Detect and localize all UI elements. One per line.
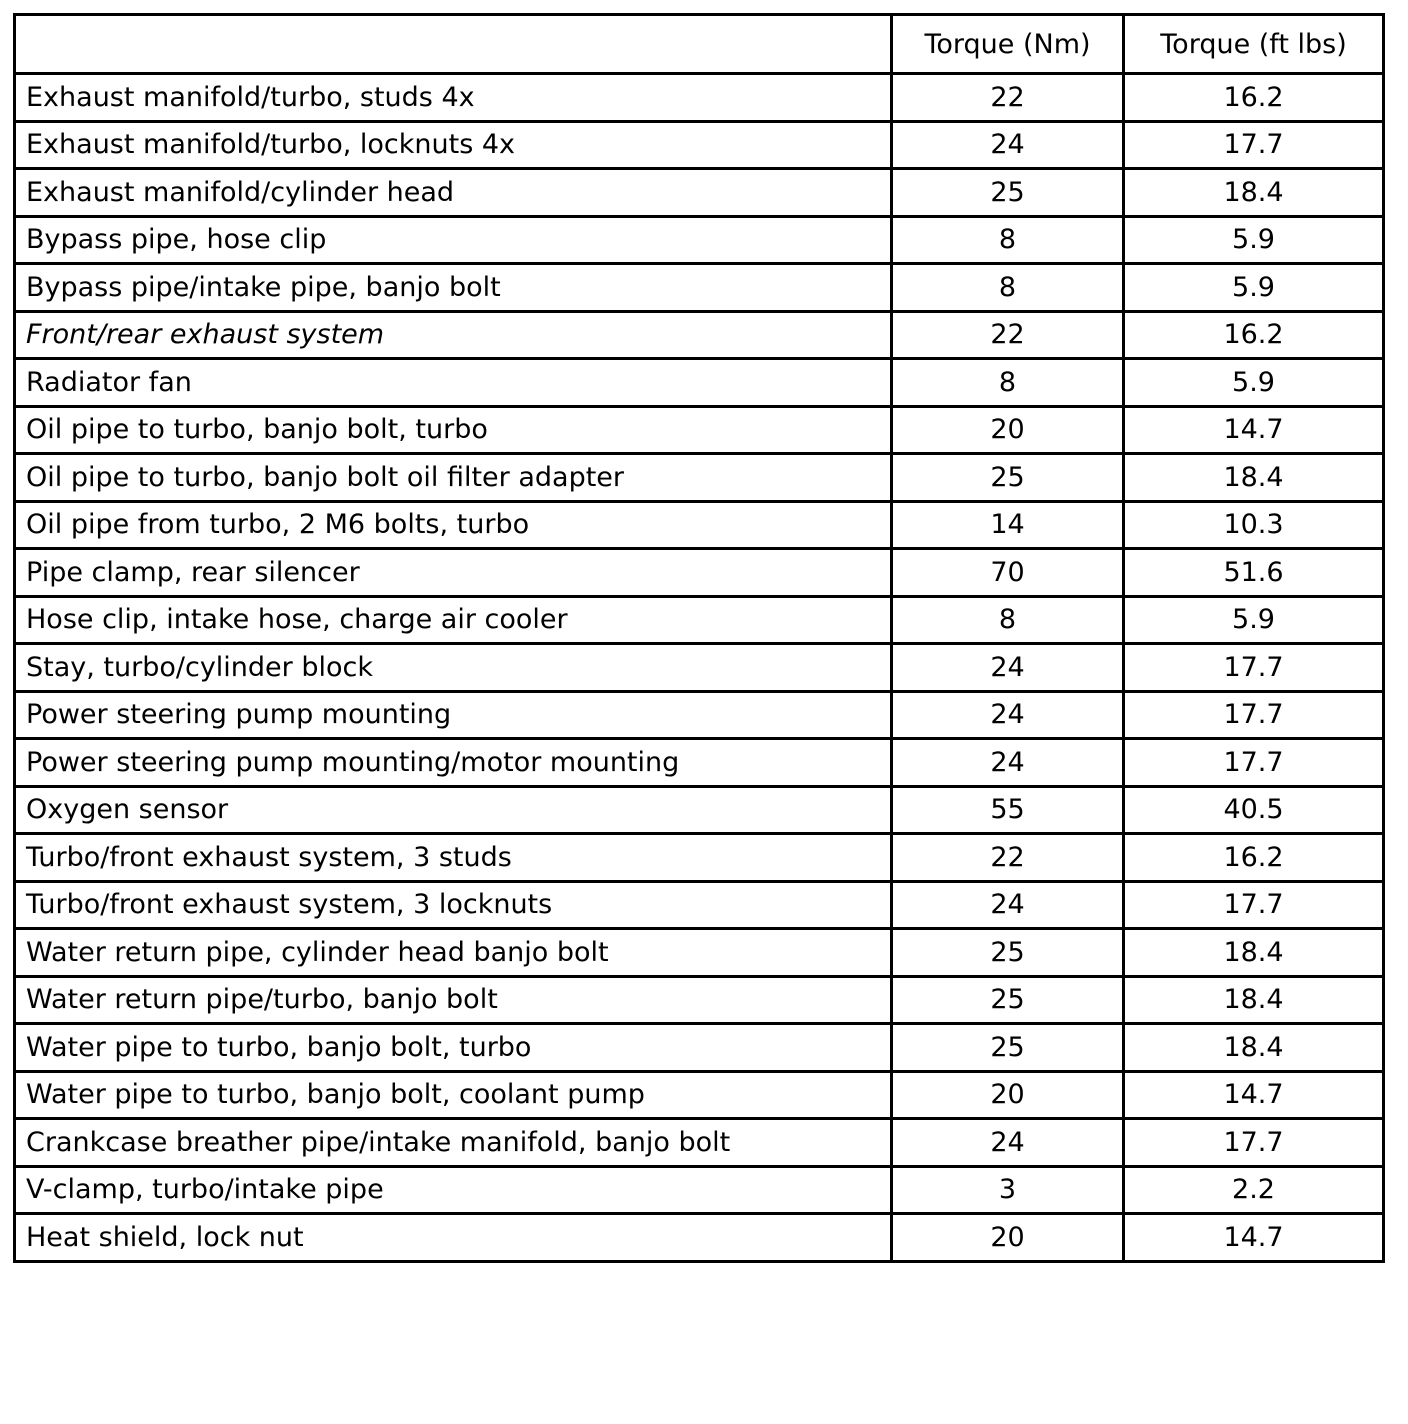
row-torque-nm: 55: [892, 786, 1124, 834]
table-row: [15, 549, 1384, 597]
row-torque-ftlbs: 14.7: [1124, 1214, 1384, 1262]
row-torque-ftlbs: 16.2: [1124, 74, 1384, 122]
row-torque-nm: 8: [892, 596, 1124, 644]
row-torque-ftlbs: 17.7: [1124, 121, 1384, 169]
row-torque-nm: 8: [892, 264, 1124, 312]
row-torque-nm: 24: [892, 881, 1124, 929]
row-torque-nm: 3: [892, 1166, 1124, 1214]
table-row: [15, 1119, 1384, 1167]
row-item: Oil pipe from turbo, 2 M6 bolts, turbo: [15, 501, 892, 549]
table-row: [15, 1214, 1384, 1262]
table-row: [15, 691, 1384, 739]
row-torque-nm: 24: [892, 739, 1124, 787]
row-item: Water pipe to turbo, banjo bolt, turbo: [15, 1024, 892, 1072]
row-torque-ftlbs: 16.2: [1124, 311, 1384, 359]
row-torque-ftlbs: 5.9: [1124, 359, 1384, 407]
table-header-row: [15, 15, 1384, 74]
table-row: [15, 311, 1384, 359]
row-torque-ftlbs: 17.7: [1124, 1119, 1384, 1167]
row-item: V-clamp, turbo/intake pipe: [15, 1166, 892, 1214]
table-row: [15, 834, 1384, 882]
row-torque-nm: 8: [892, 216, 1124, 264]
row-torque-nm: 20: [892, 1071, 1124, 1119]
table-row: [15, 644, 1384, 692]
header-item: [15, 15, 892, 74]
row-torque-ftlbs: 5.9: [1124, 216, 1384, 264]
table-row: [15, 216, 1384, 264]
row-torque-nm: 25: [892, 929, 1124, 977]
row-item: Oxygen sensor: [15, 786, 892, 834]
row-item: Pipe clamp, rear silencer: [15, 549, 892, 597]
row-item: Hose clip, intake hose, charge air cooler: [15, 596, 892, 644]
row-torque-ftlbs: 14.7: [1124, 1071, 1384, 1119]
row-torque-nm: 25: [892, 976, 1124, 1024]
row-item: Front/rear exhaust system: [15, 311, 892, 359]
row-item: Oil pipe to turbo, banjo bolt oil filter adapter: [15, 454, 892, 502]
row-torque-ftlbs: 18.4: [1124, 454, 1384, 502]
row-torque-nm: 24: [892, 1119, 1124, 1167]
table-row: [15, 596, 1384, 644]
table-row: [15, 1071, 1384, 1119]
table-row: [15, 454, 1384, 502]
torque-specification-table: [13, 13, 1385, 1263]
row-torque-nm: 22: [892, 74, 1124, 122]
row-torque-ftlbs: 18.4: [1124, 929, 1384, 977]
row-item: Bypass pipe, hose clip: [15, 216, 892, 264]
row-item: Exhaust manifold/turbo, locknuts 4x: [15, 121, 892, 169]
row-item: Oil pipe to turbo, banjo bolt, turbo: [15, 406, 892, 454]
row-torque-nm: 24: [892, 644, 1124, 692]
table-row: [15, 169, 1384, 217]
row-torque-nm: 22: [892, 834, 1124, 882]
header-torque-ftlbs: Torque (ft lbs): [1124, 15, 1384, 74]
row-torque-ftlbs: 14.7: [1124, 406, 1384, 454]
row-torque-ftlbs: 16.2: [1124, 834, 1384, 882]
row-torque-nm: 25: [892, 169, 1124, 217]
row-torque-nm: 20: [892, 1214, 1124, 1262]
row-item: Heat shield, lock nut: [15, 1214, 892, 1262]
table-row: [15, 881, 1384, 929]
row-torque-nm: 25: [892, 1024, 1124, 1072]
table-row: [15, 976, 1384, 1024]
row-item: Stay, turbo/cylinder block: [15, 644, 892, 692]
row-item: Power steering pump mounting/motor mounting: [15, 739, 892, 787]
table-row: [15, 1166, 1384, 1214]
row-torque-ftlbs: 18.4: [1124, 1024, 1384, 1072]
row-torque-ftlbs: 17.7: [1124, 881, 1384, 929]
row-torque-ftlbs: 2.2: [1124, 1166, 1384, 1214]
table-row: [15, 359, 1384, 407]
row-torque-ftlbs: 5.9: [1124, 596, 1384, 644]
row-torque-ftlbs: 40.5: [1124, 786, 1384, 834]
row-torque-ftlbs: 51.6: [1124, 549, 1384, 597]
row-item: Water return pipe/turbo, banjo bolt: [15, 976, 892, 1024]
table-row: [15, 406, 1384, 454]
row-torque-ftlbs: 10.3: [1124, 501, 1384, 549]
table-row: [15, 74, 1384, 122]
row-item: Water pipe to turbo, banjo bolt, coolant pump: [15, 1071, 892, 1119]
row-torque-ftlbs: 18.4: [1124, 169, 1384, 217]
row-torque-ftlbs: 17.7: [1124, 691, 1384, 739]
row-item: Turbo/front exhaust system, 3 locknuts: [15, 881, 892, 929]
row-torque-ftlbs: 17.7: [1124, 644, 1384, 692]
row-item: Radiator fan: [15, 359, 892, 407]
row-item: Bypass pipe/intake pipe, banjo bolt: [15, 264, 892, 312]
row-torque-ftlbs: 17.7: [1124, 739, 1384, 787]
row-torque-nm: 8: [892, 359, 1124, 407]
row-item: Exhaust manifold/turbo, studs 4x: [15, 74, 892, 122]
row-torque-nm: 14: [892, 501, 1124, 549]
row-item: Exhaust manifold/cylinder head: [15, 169, 892, 217]
table-row: [15, 929, 1384, 977]
row-item: Power steering pump mounting: [15, 691, 892, 739]
row-torque-nm: 25: [892, 454, 1124, 502]
row-item: Turbo/front exhaust system, 3 studs: [15, 834, 892, 882]
table-row: [15, 786, 1384, 834]
table-row: [15, 121, 1384, 169]
row-torque-nm: 24: [892, 691, 1124, 739]
row-torque-nm: 22: [892, 311, 1124, 359]
header-torque-nm: Torque (Nm): [892, 15, 1124, 74]
table-row: [15, 501, 1384, 549]
table-row: [15, 1024, 1384, 1072]
row-torque-ftlbs: 18.4: [1124, 976, 1384, 1024]
table-row: [15, 739, 1384, 787]
table-row: [15, 264, 1384, 312]
row-torque-nm: 24: [892, 121, 1124, 169]
row-torque-ftlbs: 5.9: [1124, 264, 1384, 312]
row-item: Crankcase breather pipe/intake manifold, banjo bolt: [15, 1119, 892, 1167]
row-item: Water return pipe, cylinder head banjo bolt: [15, 929, 892, 977]
row-torque-nm: 70: [892, 549, 1124, 597]
row-torque-nm: 20: [892, 406, 1124, 454]
